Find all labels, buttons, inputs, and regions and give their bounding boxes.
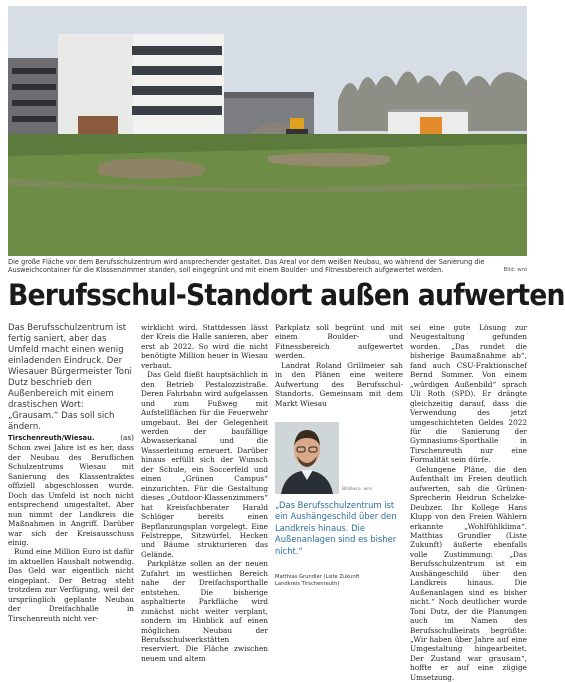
article-paragraph: Das Geld fließt hauptsächlich in den Betrieb Pestalozzistraße. Deren Fahrbahn wird aufgelassen und zum Fußweg mit Aufstellflächen für die Feuerwehr umgebaut. Bei der Gelegenheit werden der baufällige Abwasserkanal und die Wasserleitung erneuert. Darüber hinaus erfüllt sich der Wunsch der Schule, ein Soccerfeld und einen „Grünen Campus“ einzurichten. Für die Gestaltung dieses „Outdoor-Klassenzimmers“ hat Kreisfachberater Harald Schlöger bereits einen Bepflanzungsplan vorgelegt. Eine Felstreppe, Sitzwürfel, Hecken und Bäume strukturieren das Gelände. <box>141 370 268 559</box>
article-paragraph: wirklicht wird. Stattdessen lässt der Kreis die Halle sanieren, aber erst ab 2022. So wird die nicht benötigte Million heuer in Wiesau verbaut. <box>141 323 268 370</box>
article-lead: Das Berufsschulzentrum ist fertig saniert, aber das Umfeld macht einen wenig einladenden Eindruck. Der Wiesauer Bürgermeister Toni Dutz beschrieb den Außenbereich mit einem drastischen Wort: „Grausam.“ Das soll sich ändern. <box>8 323 132 432</box>
portrait-photo <box>275 422 339 494</box>
article-paragraph: sei eine gute Lösung zur Neugestaltung gefunden worden. „Das rundet die bisherige Baumaßnahme ab“, fand auch CSU-Fraktionschef Bernd Sommer. Von einem „würdigen Außenbild“ sprach Uli Roth (SPD). Er drängte gleichzeitig darauf, dass die Verwendung des jetzt umgeschichteten Geldes 2022 für die Sanierung der Gymnasiums-Sporthalle in Tirschenreuth nur eine Formalität sein dürfe. <box>410 323 527 465</box>
article-paragraph: Parkplätze sollen an der neuen Zufahrt im westlichen Bereich nahe der Dreifachsporthalle entstehen. Die bisherige asphaltierte Parkfläche wird zunächst nicht weiter verplant, sondern im Hinblick auf einen möglichen Neubau der Berufsschulwerkstätten reserviert. Die Fläche zwischen neuem und altem <box>141 559 268 663</box>
photo-caption <box>8 258 527 275</box>
portrait-illustration <box>275 422 339 494</box>
dateline: Tirschenreuth/Wiesau. <box>8 434 95 442</box>
pull-quote: „Das Berufsschulzentrum ist ein Aushängeschild über den Landkreis hinaus. Die Außenanlagen sind es bisher nicht.“ <box>275 500 397 556</box>
article-photo <box>8 6 527 256</box>
photo-caption-text: Die große Fläche vor dem Berufsschulzentrum wird ansprechender gestaltet. Das Areal vor dem weißen Neubau, wo während der Sanierung die Ausweichcontainer für die Klassenzimmer standen, soll eingegrünt und mit einem Boulder- und Fitnessbereich aufgewertet werden. <box>8 258 485 275</box>
quote-source-place: Landkreis Tirschenreuth) <box>275 581 340 587</box>
article-paragraph: Parkplatz soll begrünt und mit einem Boulder- und Fitnessbereich aufgewertet werden. <box>275 323 403 361</box>
article-paragraph: Gelungene Pläne, die den Aufenthalt im Freien deutlich aufwerten, sah die Grünen-Sprecherin Heidrun Schelzke-Deubzer. Ihr Kollege Hans Klupp von den Freien Wählern erkannte „Wohlfühlklima“. Matthias Grundler (Liste Zukunft) äußerte ebenfalls volle Zustimmung: „Das Berufsschulzentrum ist ein Aushängeschild über den Landkreis hinaus. Die Außenanlagen sind es bisher nicht.“ Noch deutlicher wurde Toni Dutz, der die Planungen auch im Namen des Berufsschulbeirats begrüßte: „Wir haben über Jahre auf eine Umgestaltung hingearbeitet. Der Zustand war grausam“, hoffte er auf eine zügige Umsetzung. <box>410 464 527 682</box>
article-column-2 <box>141 323 268 663</box>
article-paragraph <box>8 433 134 547</box>
photo-illustration <box>8 6 527 256</box>
author-tag: (as) <box>120 433 134 442</box>
pull-quote-source <box>275 574 403 588</box>
portrait-credit: Bild/wro: wro <box>342 487 372 492</box>
article-headline: Berufsschul-Standort außen aufwerten <box>8 278 565 312</box>
photo-credit: Bild: wro <box>503 267 527 274</box>
article-column-4 <box>410 323 527 682</box>
quote-source-name: Matthias Grundler (Liste Zukunft <box>275 574 360 580</box>
article-column-1 <box>8 323 134 623</box>
article-column-3 <box>275 323 403 408</box>
paragraph-text: Schon zwei Jahre ist es her, dass der Neubau des Beruflichen Schulzentrums Wiesau mit Sanierung des Klassentraktes offiziell abgeschlossen wurde. Doch das Umfeld ist noch nicht entsprechend umgestaltet. Aber nun nimmt der Landkreis die Maßnahmen in Angriff. Darüber war sich der Kreisausschuss einig. <box>8 443 134 547</box>
article-paragraph: Landrat Roland Grillmeier sah in den Plänen eine weitere Aufwertung des Berufsschul-Standorts. Gemeinsam mit dem Markt Wiesau <box>275 360 403 408</box>
article-paragraph: Rund eine Million Euro ist dafür im aktuellen Haushalt notwendig. Das Geld war eigentlich nicht eingeplant. Der Betrag steht trotzdem zur Verfügung, weil der ursprünglich geplante Neubau der Dreifachhalle in Tirschenreuth nicht ver- <box>8 547 134 623</box>
